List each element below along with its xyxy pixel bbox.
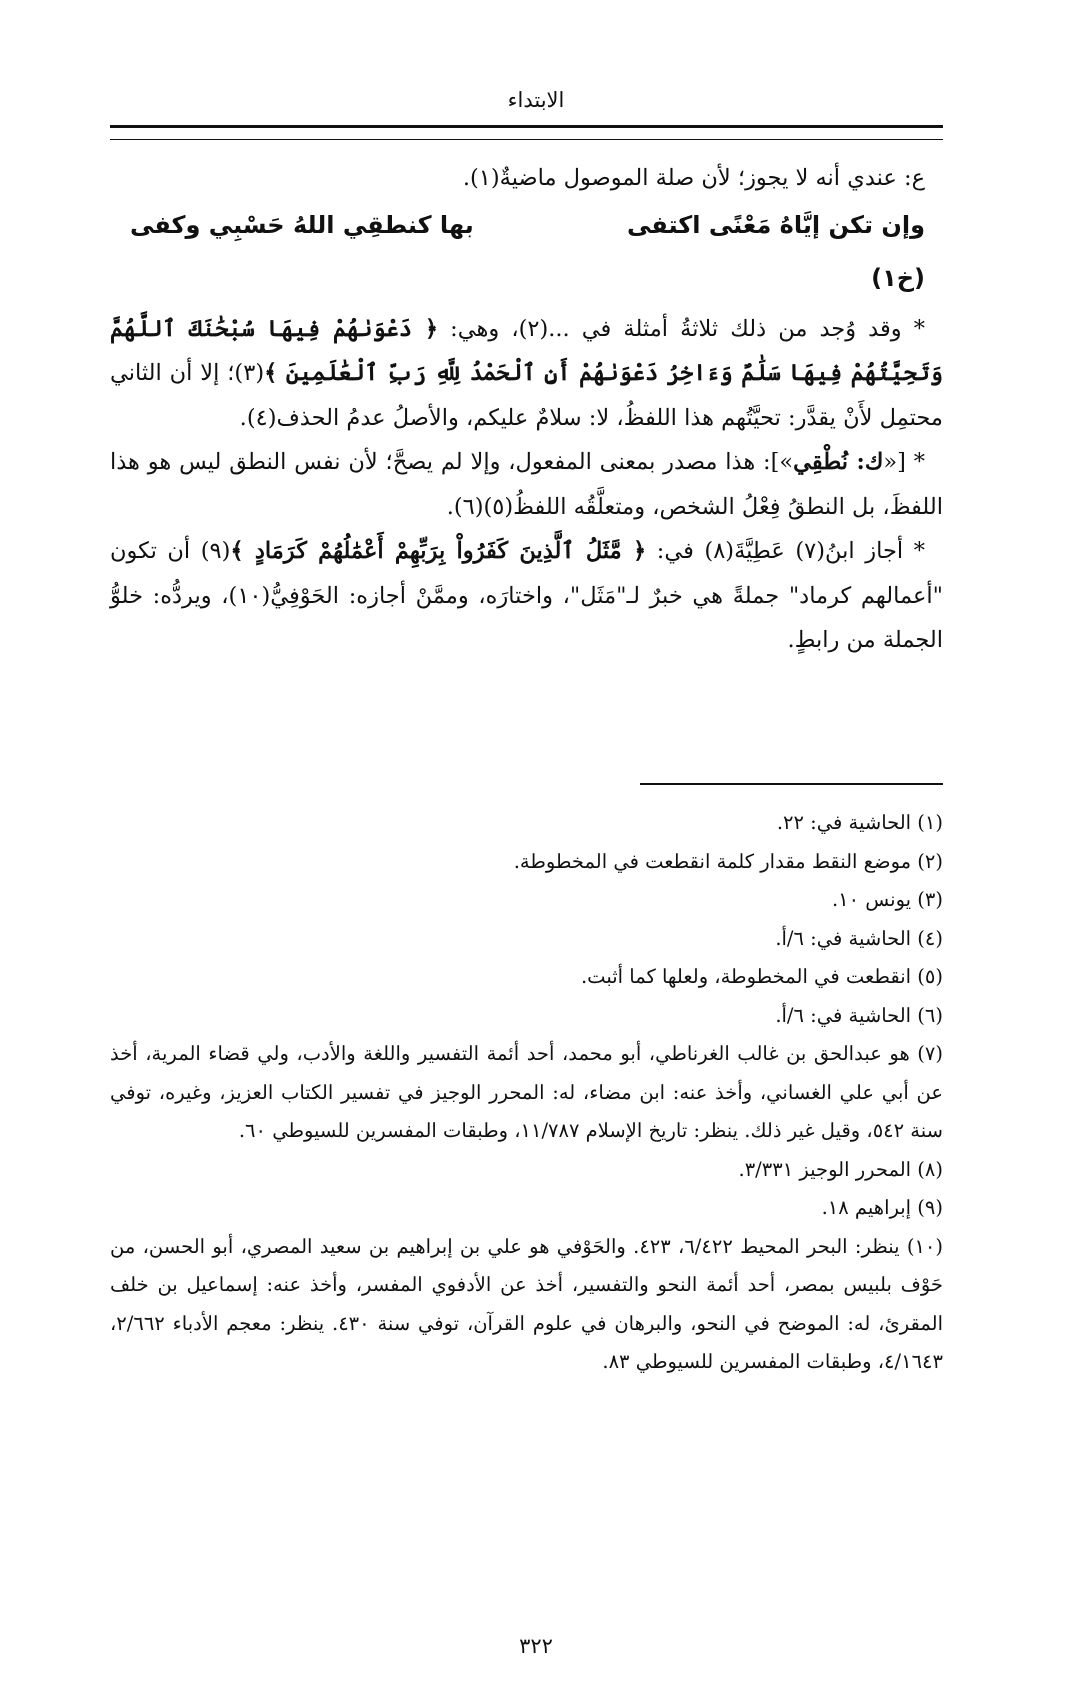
paragraph-text: »]: هذا مصدر بمعنى المفعول، وإلا لم يصحَّ؛ لأن نفس النطق ليس هو هذا اللفظَ، بل النطقُ فِعْلُ الشخص، ومتعلَّقُه اللفظُ(٥)(٦). xyxy=(110,449,943,520)
paragraph-ibn-atiyya xyxy=(110,529,943,663)
bracket-open: * [« xyxy=(883,449,926,475)
footnote: (٣) يونس ١٠. xyxy=(831,888,943,911)
paragraph-text: (٩) أن تكون "أعمالهم كرماد" جملةً هي خبرٌ لـ"مَثَل"، واختارَه، وممَّنْ أجازه: الحَوْفِيُّ(١٠)، ويردُّه: خلوُّ الجملة من رابطٍ. xyxy=(110,538,943,653)
paragraph-text: * وقد وُجد من ذلك ثلاثةُ أمثلة في ...(٢)، وهي: xyxy=(438,315,925,342)
footnote: (٦) الحاشية في: ٦/أ. xyxy=(775,1003,943,1027)
footnote: (٧) هو عبدالحق بن غالب الغرناطي، أبو محمد، أحد أئمة التفسير واللغة والأدب، ولي قضاء المرية، أخذ عن أبي علي الغساني، وأخذ عنه: ابن مضاء، له: المحرر الوجيز في تفسير الكتاب العزيز، وغيره، توفي سنة ٥٤٢، وقيل غير ذلك. ينظر: تاريخ الإسلام ١١/٧٨٧، وطبقات المفسرين للسيوطي ٦٠. xyxy=(110,1042,943,1142)
footnote: (١٠) ينظر: البحر المحيط ٦/٤٢٢، ٤٢٣. والحَوْفي هو علي بن إبراهيم بن سعيد المصري، أبو الحسن، من حَوْف بلبيس بمصر، أحد أئمة النحو والتفسير، أخذ عن الأدفوي المفسر، وأخذ عنه: إسماعيل بن خلف المقرئ، له: الموضح في النحو، والبرهان في علوم القرآن، توفي سنة ٤٣٠. ينظر: معجم الأدباء ٢/٦٦٢، ٤/١٦٤٣، وطبقات المفسرين للسيوطي ٨٣. xyxy=(110,1234,943,1373)
footnote: (٢) موضع النقط مقدار كلمة انقطعت في المخطوطة. xyxy=(513,849,943,873)
header-rule-thin xyxy=(110,139,943,140)
verse-second-hemistich: بها كنطقِي اللهُ حَسْبِي وكفى xyxy=(130,210,474,239)
footnotes xyxy=(110,804,943,1382)
footnote: (٩) إبراهيم ١٨. xyxy=(821,1196,943,1219)
main-text xyxy=(110,156,943,663)
quran-quote: ﴿ مَّثَلُ ٱلَّذِينَ كَفَرُواْ بِرَبِّهِمْ أَعْمَٰلُهُمْ كَرَمَادٍ ﴾ xyxy=(230,538,647,564)
paragraph-nutqi xyxy=(110,440,943,529)
commentary-line: ع: عندي أنه لا يجوز؛ لأن صلة الموصول ماضيةٌ(١). xyxy=(462,165,925,191)
paragraph-text: (٣)؛ إلا أن الثاني محتمِل لأَنْ يقدَّر: تحيَّتُهم هذا اللفظُ، لا: سلامٌ عليكم، والأصلُ عدمُ الحذف(٤). xyxy=(110,360,943,431)
running-title: الابتداء xyxy=(507,88,565,112)
header-rule-thick xyxy=(110,125,943,128)
paragraph-text: * أجاز ابنُ(٧) عَطِيَّةَ(٨) في: xyxy=(646,538,925,564)
page-number: ٣٢٢ xyxy=(519,1634,553,1658)
keyword: ك: نُطْقِي xyxy=(793,449,884,475)
footnote: (٨) المحرر الوجيز ٣/٣٣١. xyxy=(738,1157,943,1181)
footnote: (٤) الحاشية في: ٦/أ. xyxy=(775,926,943,950)
footnote: (١) الحاشية في: ٢٢. xyxy=(776,811,943,834)
quran-quote: ﴿ دَعْوَىٰهُمْ فِيهَا سُبْحَٰنَكَ ٱللَّهُمَّ وَتَحِيَّتُهُمْ فِيهَا سَلَٰمٌ وَءَاخِرُ دَعْوَىٰهُمْ أَنِ ٱلْحَمْدُ لِلَّهِ رَبِّ ٱلْعَٰلَمِينَ ﴾ xyxy=(110,315,943,386)
paragraph-examples xyxy=(110,307,943,441)
manuscript-code: (خ١) xyxy=(871,263,925,292)
footnote-separator xyxy=(640,783,943,785)
poem-verse xyxy=(130,201,925,249)
footnote: (٥) انقطعت في المخطوطة، ولعلها كما أثبت. xyxy=(580,965,943,988)
verse-first-hemistich: وإن تكن إيَّاهُ مَعْنًى اكتفى xyxy=(626,210,925,239)
